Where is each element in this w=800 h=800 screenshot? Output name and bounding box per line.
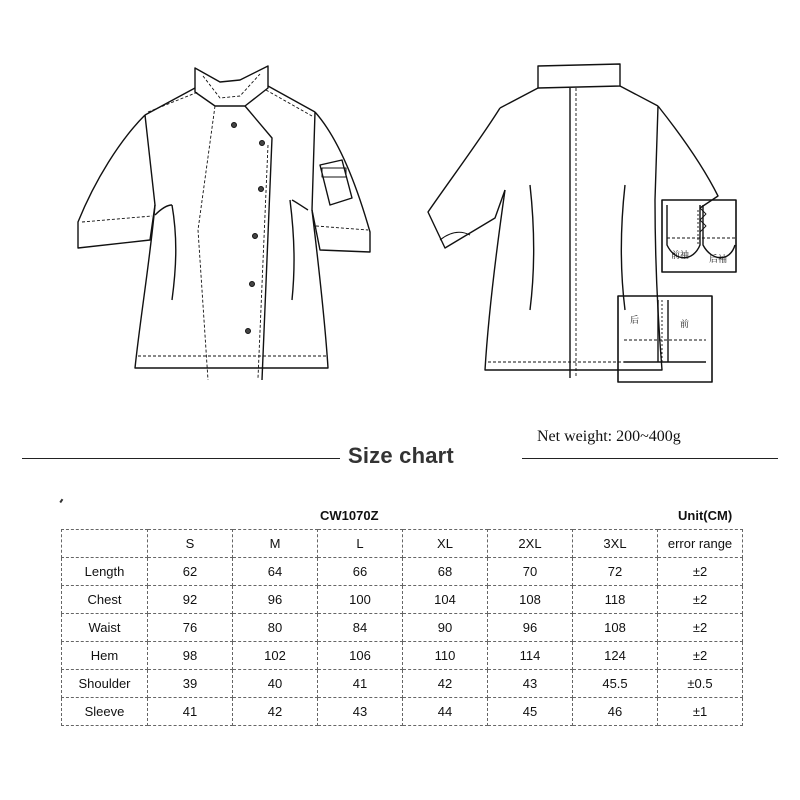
table-row [62, 670, 743, 698]
table-row [62, 642, 743, 670]
measurement-label: Length [62, 558, 148, 586]
table-cell: 80 [233, 614, 318, 642]
table-cell: 42 [233, 698, 318, 726]
table-header-cell: 2XL [488, 530, 573, 558]
measurement-label: Shoulder [62, 670, 148, 698]
table-header-cell: XL [403, 530, 488, 558]
table-cell: 43 [488, 670, 573, 698]
table-cell: 64 [233, 558, 318, 586]
table-cell: 42 [403, 670, 488, 698]
table-cell: 84 [318, 614, 403, 642]
table-row [62, 614, 743, 642]
table-cell: 41 [318, 670, 403, 698]
table-cell: 39 [148, 670, 233, 698]
hem-vent-detail [618, 296, 712, 382]
table-header-cell: M [233, 530, 318, 558]
divider-left [22, 458, 340, 459]
table-cell: ±0.5 [658, 670, 743, 698]
table-cell: 96 [233, 586, 318, 614]
measurement-label: Waist [62, 614, 148, 642]
table-cell: ±2 [658, 586, 743, 614]
table-cell: 62 [148, 558, 233, 586]
table-row [62, 558, 743, 586]
table-cell: 98 [148, 642, 233, 670]
table-cell: 76 [148, 614, 233, 642]
table-header-cell [62, 530, 148, 558]
table-header-row [62, 530, 743, 558]
table-cell: ±2 [658, 642, 743, 670]
back-sleeve-label: 后袖 [709, 255, 728, 265]
measurement-label: Chest [62, 586, 148, 614]
table-cell: 90 [403, 614, 488, 642]
size-chart-heading [0, 440, 800, 476]
table-cell: 68 [403, 558, 488, 586]
table-header-cell: 3XL [573, 530, 658, 558]
table-cell: 102 [233, 642, 318, 670]
table-header-cell: L [318, 530, 403, 558]
back-view [428, 64, 718, 378]
table-cell: 46 [573, 698, 658, 726]
table-cell: 110 [403, 642, 488, 670]
table-row [62, 586, 743, 614]
table-cell: 44 [403, 698, 488, 726]
table-cell: 45 [488, 698, 573, 726]
size-table [61, 529, 743, 726]
table-cell: 43 [318, 698, 403, 726]
front-view [78, 66, 370, 380]
table-cell: 92 [148, 586, 233, 614]
table-cell: 104 [403, 586, 488, 614]
table-cell: 72 [573, 558, 658, 586]
table-header-cell: error range [658, 530, 743, 558]
model-number: CW1070Z [320, 508, 379, 523]
table-cell: 108 [488, 586, 573, 614]
table-cell: ±2 [658, 558, 743, 586]
measurement-label: Sleeve [62, 698, 148, 726]
table-row [62, 698, 743, 726]
table-cell: 114 [488, 642, 573, 670]
table-cell: 45.5 [573, 670, 658, 698]
net-weight: Net weight: 200~400g [537, 428, 681, 445]
table-header-cell: S [148, 530, 233, 558]
divider-right [522, 458, 778, 459]
table-cell: 41 [148, 698, 233, 726]
table-cell: ±1 [658, 698, 743, 726]
table-cell: 118 [573, 586, 658, 614]
measurement-label: Hem [62, 642, 148, 670]
front-sleeve-label: 前袖 [671, 251, 690, 261]
back-label: 后 [630, 316, 640, 326]
table-cell: 108 [573, 614, 658, 642]
page-title: Size chart [348, 443, 454, 468]
table-cell: 66 [318, 558, 403, 586]
table-cell: 96 [488, 614, 573, 642]
table-cell: 100 [318, 586, 403, 614]
unit-label: Unit(CM) [678, 508, 733, 523]
table-cell: 106 [318, 642, 403, 670]
table-cell: 124 [573, 642, 658, 670]
corner-mark [59, 499, 66, 506]
table-cell: ±2 [658, 614, 743, 642]
table-cell: 70 [488, 558, 573, 586]
table-cell: 40 [233, 670, 318, 698]
front-label: 前 [680, 320, 690, 330]
